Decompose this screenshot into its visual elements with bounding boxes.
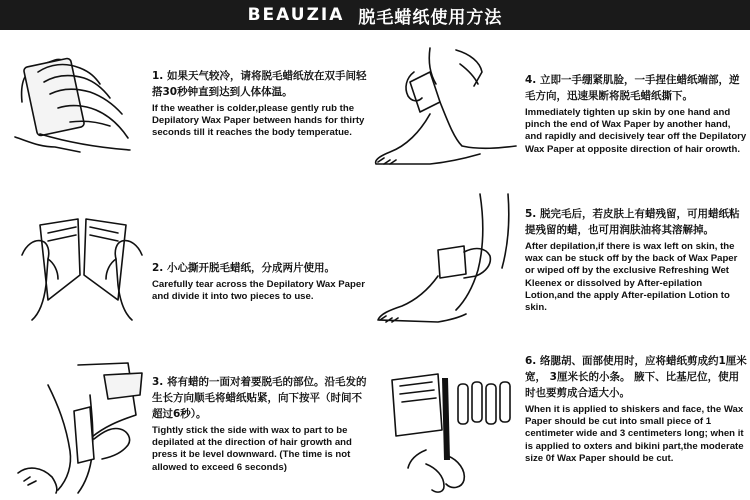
page-title: 脱毛蜡纸使用方法 [358, 7, 503, 28]
illustration-wiping-leg [368, 190, 523, 330]
illustration-pulling-strip [370, 42, 520, 167]
step-6-english: When it is applied to shiskers and face, the Wax Paper should be cut into small piece of 1 centimeter wide and 3 centimeters long; when it is applied to oxters and bikini part,the moderate size 0f Wax Paper should be cut. [525, 404, 744, 464]
step-5-english: After depilation,if there is wax left on skin, the wax can be stuck off by the back of Wax Paper or wiped off by the exclusive Refreshing Wet Kleenex or dissolved by After-epilation Lotion,and the apply After-epilation Lotion to skin. [525, 241, 738, 314]
step-2-english: Carefully tear across the Depilatory Wax Paper and divide it into two pieces to use. [152, 279, 365, 303]
step-4-english: Immediately tighten up skin by one hand and pinch the end of Wax Paper by another hand, and rapidly and decisively tear off the Depilatory Wax Paper at opposite direction of hair orowth. [525, 107, 747, 155]
illustration-hands-rubbing [10, 42, 142, 162]
brand-name: BEAUZIA [247, 5, 345, 25]
step-3 [152, 374, 367, 474]
step-2 [152, 260, 367, 303]
step-4-chinese: 4. 立即一手绷紧肌脸，一手捏住蜡纸端部，逆毛方向，迅速果断将脱毛蜡纸撕下。 [525, 74, 740, 102]
step-5-chinese: 5. 脱完毛后，若皮肤上有蜡残留，可用蜡纸粘提残留的蜡，也可用润肤油将其溶解掉。 [525, 208, 740, 236]
step-6 [525, 353, 747, 465]
step-6-chinese: 6. 络腮胡、面部使用时，应将蜡纸剪成约1厘米宽， 3厘米长的小条。 腋下、比基尼位，使用时也要剪成合适大小。 [525, 355, 747, 399]
illustration-hands-tearing [18, 205, 146, 323]
step-1-chinese: 1. 如果天气较冷，请将脱毛蜡纸放在双手间轻搭30秒钟直到达到人体体温。 [152, 70, 367, 98]
step-2-chinese: 2. 小心撕开脱毛蜡纸，分成两片使用。 [152, 262, 335, 274]
step-4 [525, 72, 747, 156]
title-bar [0, 0, 750, 30]
illustration-cut-strips [366, 360, 521, 495]
step-3-english: Tightly stick the side with wax to part to be depilated at the direction of hair growth and press it be level downward. (The time is not allowed to exceed 6 seconds) [152, 425, 352, 473]
illustration-pressing-strip [8, 355, 148, 495]
step-1-english: If the weather is colder,please gently rub the Depilatory Wax Paper between hands for thirty seconds till it reaches the body temperatue. [152, 103, 365, 139]
step-1 [152, 68, 367, 140]
step-3-chinese: 3. 将有蜡的一面对着要脱毛的部位。沿毛发的生长方向顺毛将蜡纸贴紧，向下按平（时间不超过6秒）。 [152, 376, 367, 420]
step-5 [525, 206, 747, 314]
